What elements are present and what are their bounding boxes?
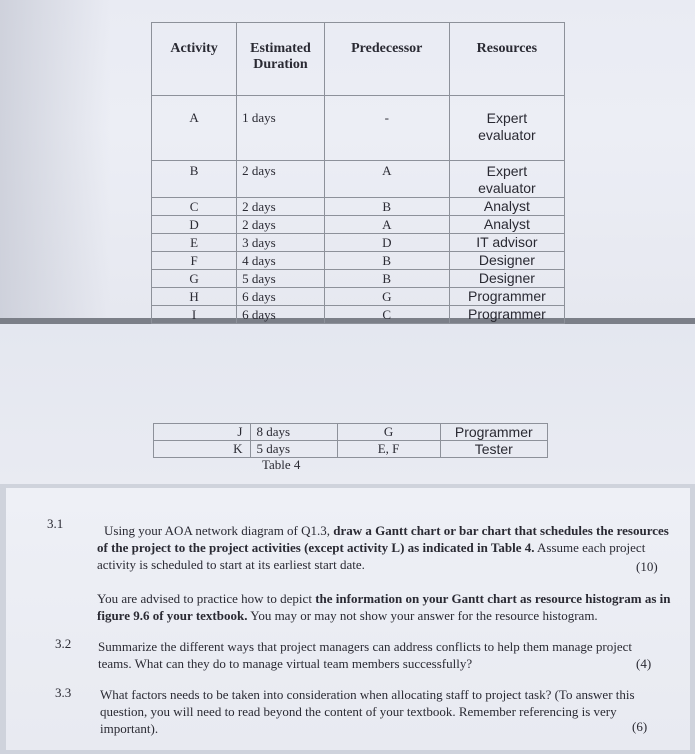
header-activity: Activity bbox=[152, 23, 237, 96]
question-note-bold: the information on your Gantt chart as resource histogram as in figure 9.6 of your textbook. bbox=[97, 591, 671, 623]
header-duration bbox=[237, 23, 325, 96]
question-note-part: You may or may not show your answer for the resource histogram. bbox=[247, 608, 598, 623]
activity-cell: I bbox=[152, 306, 237, 324]
question-note-part: You are advised to practice how to depict bbox=[97, 591, 316, 606]
question-text-bold: draw a Gantt chart or bar chart that schedules the resources of the project to the project activities (except activity L) as indicated in Table 4. bbox=[97, 523, 669, 555]
question-note bbox=[97, 590, 675, 624]
activity-cell: G bbox=[152, 270, 237, 288]
question-text bbox=[97, 522, 675, 573]
table-row bbox=[152, 96, 565, 161]
header-duration-line1: Estimated bbox=[250, 41, 311, 56]
activity-cell: A bbox=[152, 96, 237, 161]
resource-cell: IT advisor bbox=[449, 234, 564, 252]
activity-cell: E bbox=[152, 234, 237, 252]
predecessor-cell: A bbox=[324, 161, 449, 198]
predecessor-cell: - bbox=[324, 96, 449, 161]
activity-cell: J bbox=[154, 424, 251, 441]
question-number: 3.3 bbox=[55, 685, 72, 700]
table-row bbox=[152, 306, 565, 324]
resource-cell: Designer bbox=[449, 270, 564, 288]
question-text-part: Assume each project activity is scheduled to start at its earliest start date. bbox=[97, 540, 646, 572]
resource-cell: Analyst bbox=[449, 198, 564, 216]
resource-cell bbox=[449, 96, 564, 161]
table-row bbox=[152, 216, 565, 234]
activity-cell: C bbox=[152, 198, 237, 216]
predecessor-cell: E, F bbox=[337, 441, 440, 458]
resource-cell: Designer bbox=[449, 252, 564, 270]
table-row bbox=[154, 424, 548, 441]
predecessor-cell: G bbox=[324, 288, 449, 306]
question-text: What factors needs to be taken into consideration when allocating staff to project task? (To answer this question, you will need to read beyond the content of your textbook. Remember referencing is very important). bbox=[100, 687, 635, 736]
header-duration-line2: Duration bbox=[253, 57, 308, 72]
question-number: 3.2 bbox=[55, 636, 72, 651]
table-row bbox=[152, 161, 565, 198]
resource-cell: Analyst bbox=[449, 216, 564, 234]
activity-cell: F bbox=[152, 252, 237, 270]
header-predecessor: Predecessor bbox=[324, 23, 449, 96]
duration-cell: 2 days bbox=[237, 161, 325, 198]
predecessor-cell: B bbox=[324, 198, 449, 216]
table-header-row bbox=[152, 23, 565, 96]
table-row bbox=[152, 252, 565, 270]
activity-cell: D bbox=[152, 216, 237, 234]
predecessor-cell: B bbox=[324, 252, 449, 270]
table-row bbox=[152, 198, 565, 216]
duration-cell: 5 days bbox=[251, 441, 337, 458]
activity-cell: H bbox=[152, 288, 237, 306]
duration-cell: 3 days bbox=[237, 234, 325, 252]
table-row bbox=[152, 234, 565, 252]
table-row bbox=[152, 288, 565, 306]
duration-cell: 5 days bbox=[237, 270, 325, 288]
question-text: Summarize the different ways that project managers can address conflicts to help them manage project teams. What can they do to manage virtual team members successfully? bbox=[98, 639, 633, 671]
activity-cell: B bbox=[152, 161, 237, 198]
duration-cell: 4 days bbox=[237, 252, 325, 270]
predecessor-cell: A bbox=[324, 216, 449, 234]
activity-table-continuation bbox=[153, 423, 548, 458]
question-number: 3.1 bbox=[47, 516, 64, 531]
resource-cell: Programmer bbox=[449, 306, 564, 324]
predecessor-cell: C bbox=[324, 306, 449, 324]
header-resources: Resources bbox=[449, 23, 564, 96]
resource-cell: Programmer bbox=[449, 288, 564, 306]
question-marks: (10) bbox=[636, 559, 658, 574]
resource-cell: Programmer bbox=[440, 424, 547, 441]
predecessor-cell: D bbox=[324, 234, 449, 252]
resource-line2: evaluator bbox=[478, 127, 536, 143]
resource-cell: Tester bbox=[440, 441, 547, 458]
resource-line1: Expert bbox=[486, 110, 528, 126]
table-row bbox=[154, 441, 548, 458]
resource-cell bbox=[449, 161, 564, 198]
duration-cell: 1 days bbox=[237, 96, 325, 161]
duration-cell: 2 days bbox=[237, 198, 325, 216]
activity-cell: K bbox=[154, 441, 251, 458]
predecessor-cell: B bbox=[324, 270, 449, 288]
table-caption: Table 4 bbox=[262, 457, 301, 472]
resource-line1: Expert bbox=[486, 163, 528, 179]
duration-cell: 6 days bbox=[237, 306, 325, 324]
duration-cell: 6 days bbox=[237, 288, 325, 306]
photo-mid-region bbox=[0, 324, 695, 484]
question-marks: (4) bbox=[636, 656, 652, 671]
duration-cell: 8 days bbox=[251, 424, 337, 441]
table-row bbox=[152, 270, 565, 288]
question-marks: (6) bbox=[632, 719, 648, 734]
activity-table bbox=[151, 22, 565, 324]
resource-line2: evaluator bbox=[478, 180, 536, 196]
duration-cell: 2 days bbox=[237, 216, 325, 234]
predecessor-cell: G bbox=[337, 424, 440, 441]
question-text-part: Using your AOA network diagram of Q1.3, bbox=[104, 523, 334, 538]
